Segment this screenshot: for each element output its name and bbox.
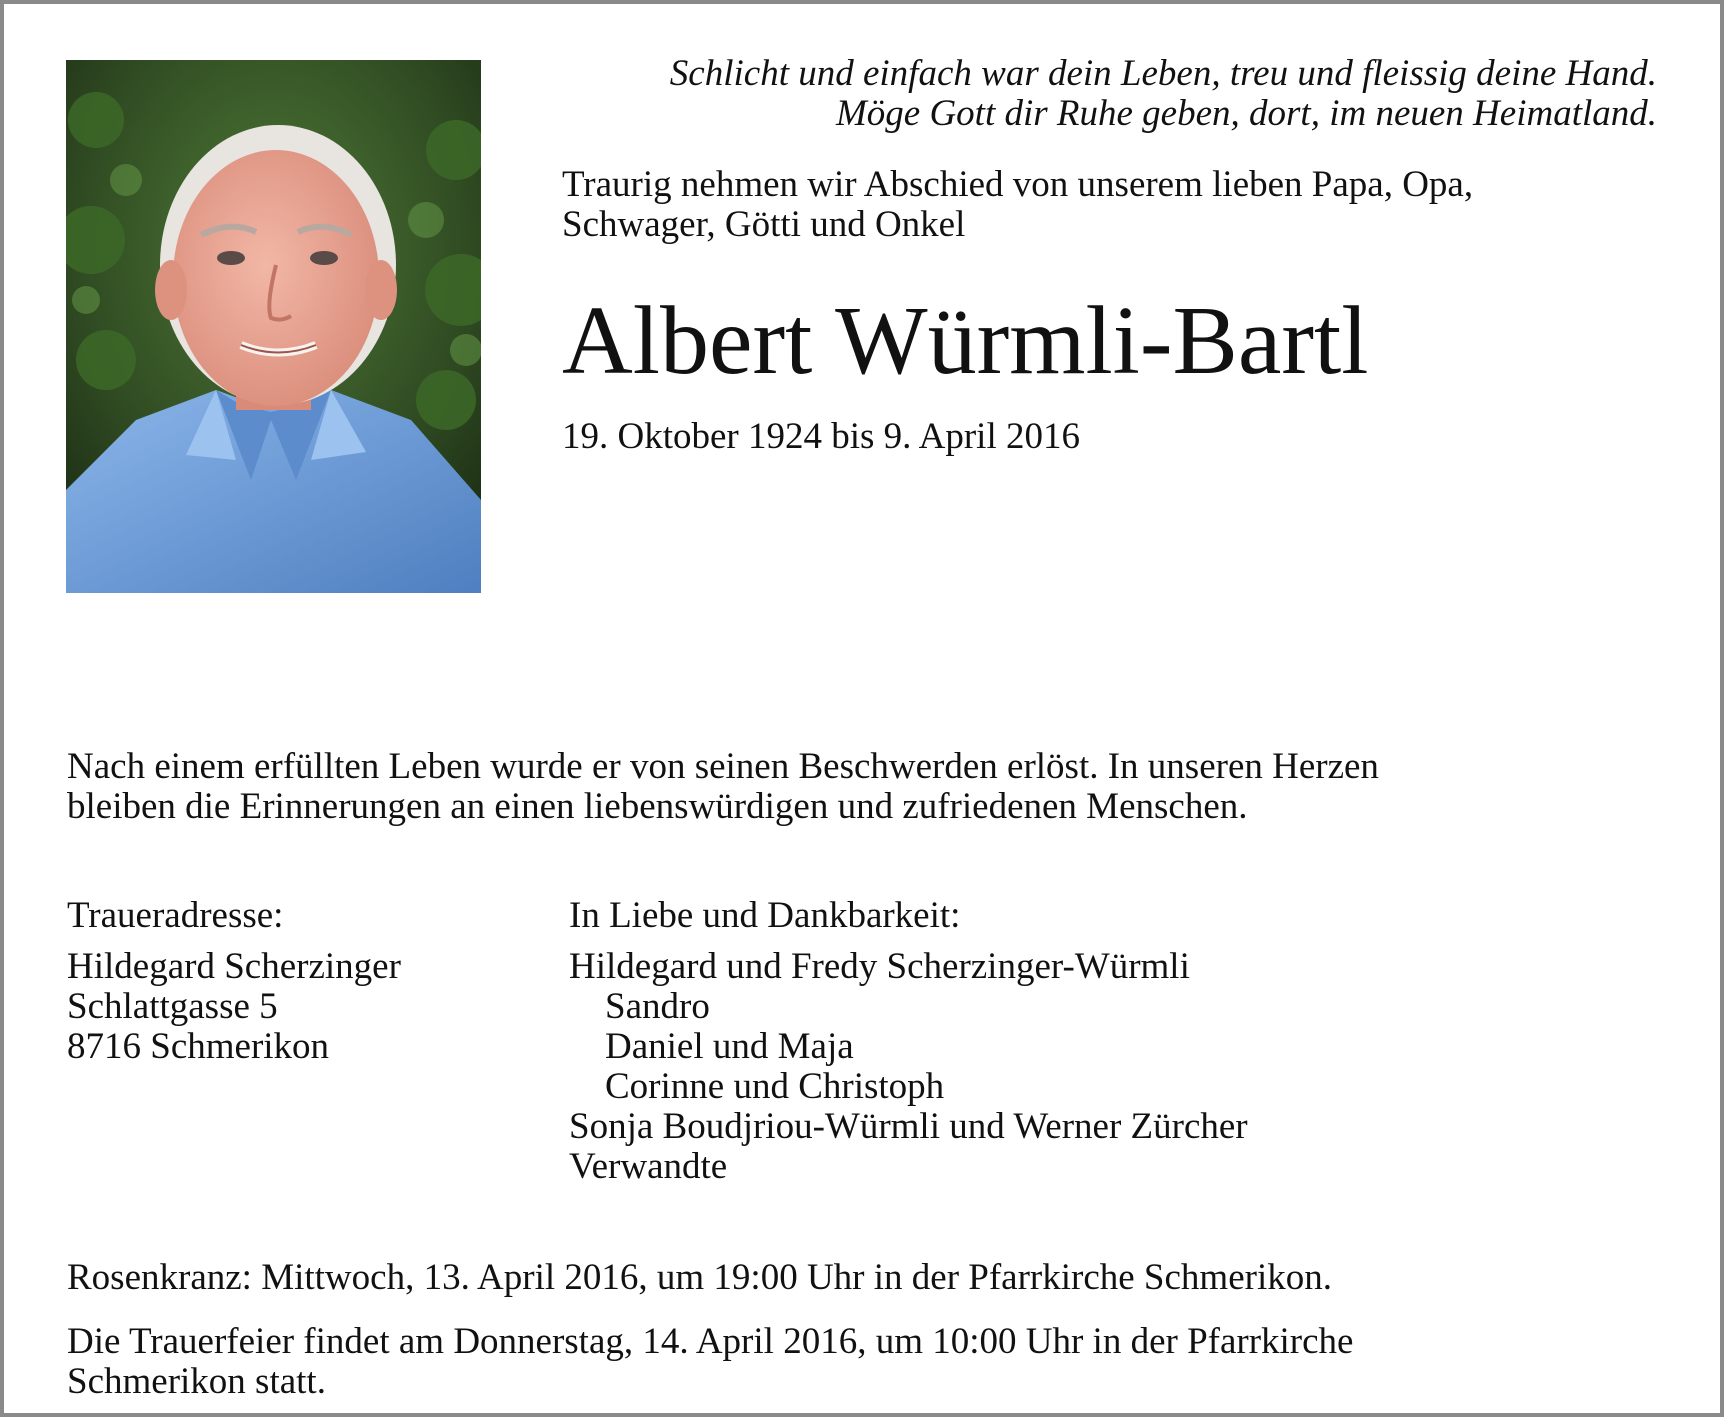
- rosary-notice: Rosenkranz: Mittwoch, 13. April 2016, um 19:00 Uhr in der Pfarrkirche Schmerikon.: [67, 1257, 1332, 1298]
- tribute-text: [67, 747, 1657, 827]
- intro-line-1: Traurig nehmen wir Abschied von unserem lieben Papa, Opa,: [562, 164, 1474, 205]
- address-street: Schlattgasse 5: [67, 986, 278, 1027]
- tribute-line-2: bleiben die Erinnerungen an einen liebenswürdigen und zufriedenen Menschen.: [67, 786, 1248, 827]
- deceased-name: Albert Würmli-Bartl: [562, 287, 1369, 395]
- mourner-relatives: Verwandte: [569, 1146, 728, 1187]
- motto-verse: [507, 54, 1657, 134]
- address-name: Hildegard Scherzinger: [67, 946, 401, 987]
- intro-line-2: Schwager, Götti und Onkel: [562, 204, 966, 245]
- motto-line-2: Möge Gott dir Ruhe geben, dort, im neuen Heimatland.: [835, 93, 1657, 134]
- mourner-child-2: Daniel und Maja: [605, 1026, 854, 1067]
- mourner-child-3: Corinne und Christoph: [605, 1066, 945, 1107]
- mourners-heading: In Liebe und Dankbarkeit:: [569, 895, 961, 936]
- tribute-line-1: Nach einem erfüllten Leben wurde er von seinen Beschwerden erlöst. In unseren Herzen: [67, 746, 1379, 787]
- funeral-line-1: Die Trauerfeier findet am Donnerstag, 14. April 2016, um 10:00 Uhr in der Pfarrkirche: [67, 1321, 1354, 1362]
- mourning-address: [67, 896, 401, 1067]
- motto-line-1: Schlicht und einfach war dein Leben, treu und fleissig deine Hand.: [669, 53, 1657, 94]
- mourner-child-1: Sandro: [605, 986, 710, 1027]
- mourner-family-1: Hildegard und Fredy Scherzinger-Würmli: [569, 946, 1190, 987]
- funeral-line-2: Schmerikon statt.: [67, 1361, 326, 1402]
- mourner-family-2: Sonja Boudjriou-Würmli und Werner Zürcher: [569, 1106, 1248, 1147]
- life-dates: 19. Oktober 1924 bis 9. April 2016: [562, 416, 1080, 457]
- address-city: 8716 Schmerikon: [67, 1026, 330, 1067]
- mourners-list: [569, 896, 1248, 1187]
- portrait-image: [66, 60, 481, 593]
- portrait-photo: [66, 60, 481, 593]
- funeral-notice: [67, 1322, 1657, 1402]
- farewell-intro: [562, 165, 1662, 245]
- address-heading: Traueradresse:: [67, 895, 284, 936]
